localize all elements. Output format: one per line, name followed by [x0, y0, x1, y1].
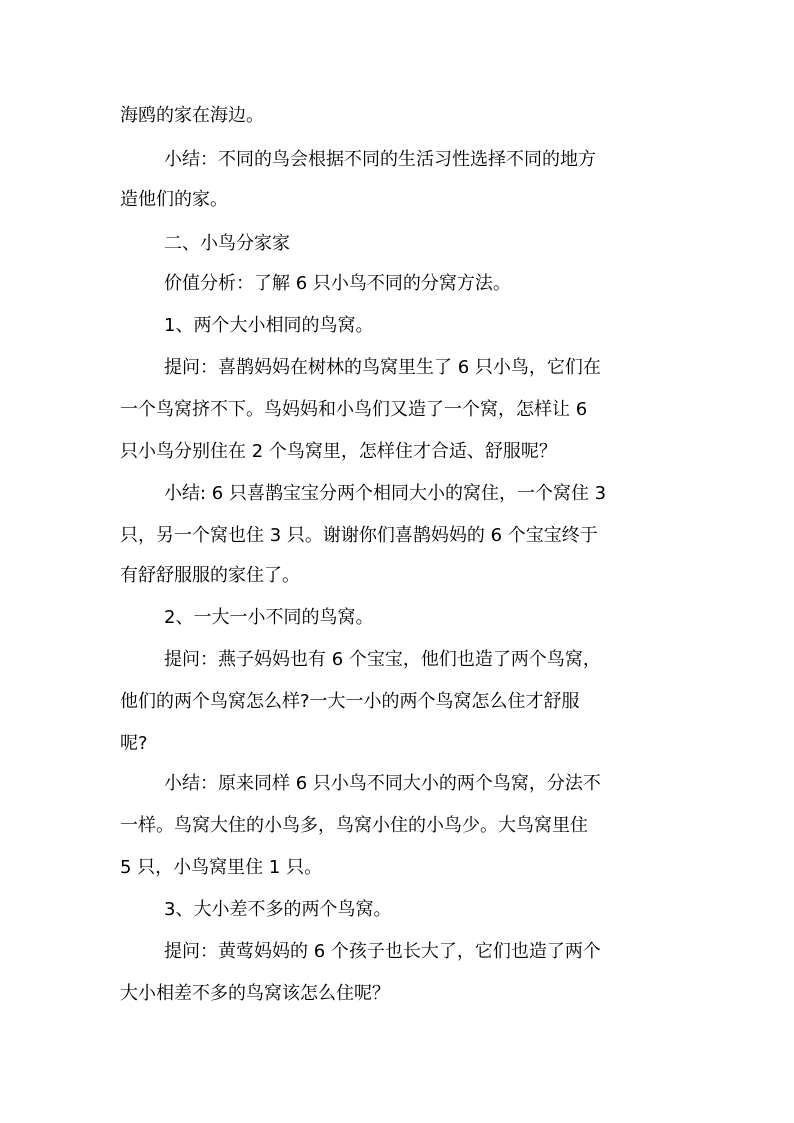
text-line: 造他们的家。 [120, 189, 228, 210]
text-line: 有舒舒服服的家住了。 [120, 565, 300, 586]
text-line: 只小鸟分别住在 2 个鸟窝里，怎样住才合适、舒服呢？ [120, 441, 557, 462]
text-line: 小结：不同的鸟会根据不同的生活习性选择不同的地方 [164, 149, 596, 170]
text-line: 提问：燕子妈妈也有 6 个宝宝，他们也造了两个鸟窝， [164, 649, 601, 670]
text-line: 小结: 6 只喜鹊宝宝分两个相同大小的窝住，一个窝住 3 [164, 483, 607, 504]
subsection-heading: 1、两个大小相同的鸟窝。 [164, 315, 374, 336]
text-line: 他们的两个鸟窝怎么样?一大一小的两个鸟窝怎么住才舒服 [120, 691, 580, 712]
text-line: 小结：原来同样 6 只小鸟不同大小的两个鸟窝，分法不 [164, 773, 601, 794]
text-line: 价值分析：了解 6 只小鸟不同的分窝方法。 [164, 273, 511, 294]
text-line: 呢? [120, 733, 148, 754]
text-line: 提问：黄莺妈妈的 6 个孩子也长大了，它们也造了两个 [164, 941, 601, 962]
text-line: 海鸥的家在海边。 [120, 105, 264, 126]
subsection-heading: 3、大小差不多的两个鸟窝。 [164, 899, 392, 920]
section-heading: 二、小鸟分家家 [164, 233, 290, 254]
text-line: 一样。鸟窝大住的小鸟多，鸟窝小住的小鸟少。大鸟窝里住 [120, 815, 588, 836]
text-line: 大小相差不多的鸟窝该怎么住呢？ [120, 983, 390, 1004]
text-line: 提问：喜鹊妈妈在树林的鸟窝里生了 6 只小鸟，它们在 [164, 357, 601, 378]
text-line: 5 只，小鸟窝里住 1 只。 [120, 857, 323, 878]
text-line: 一个鸟窝挤不下。鸟妈妈和小鸟们又造了一个窝，怎样让 6 [120, 399, 588, 420]
subsection-heading: 2、一大一小不同的鸟窝。 [164, 607, 374, 628]
text-line: 只，另一个窝也住 3 只。谢谢你们喜鹊妈妈的 6 个宝宝终于 [120, 525, 598, 546]
